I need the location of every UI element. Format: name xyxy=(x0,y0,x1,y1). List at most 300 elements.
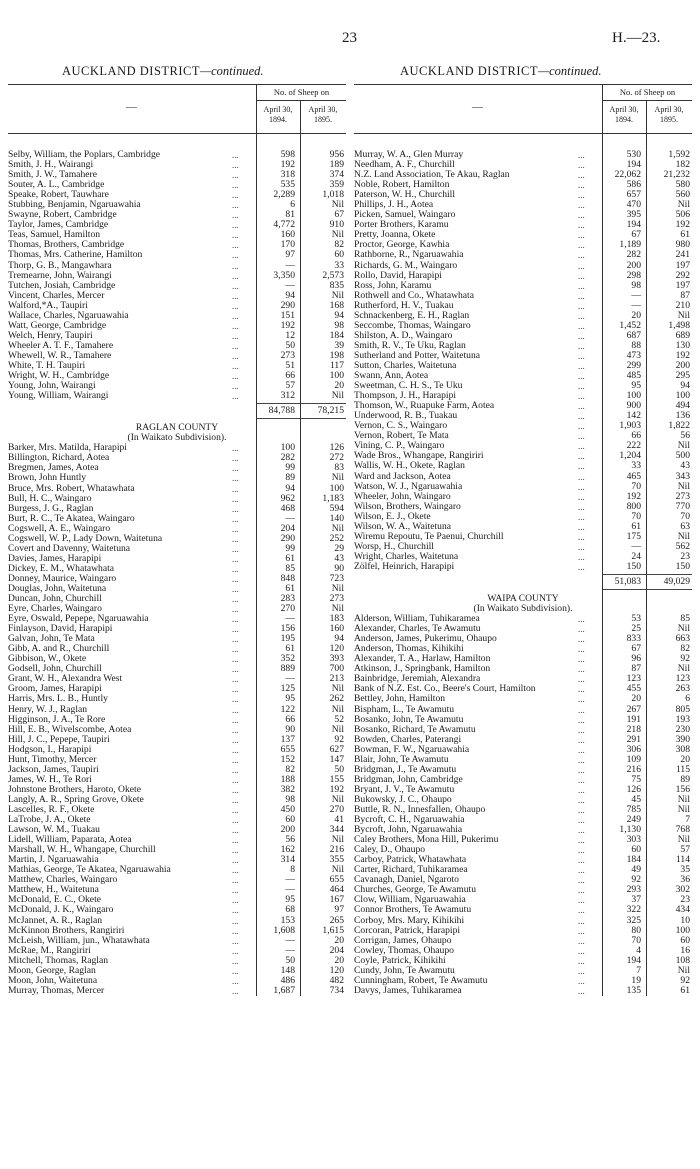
table-row xyxy=(8,725,346,735)
table-row xyxy=(8,240,346,250)
owner-name: Caley Brothers, Mona Hill, Pukerimu xyxy=(354,835,499,846)
table-row xyxy=(354,250,692,260)
owner-name: Carter, Richard, Tuhikaramea xyxy=(354,865,468,876)
leader-dots: ... xyxy=(578,401,585,412)
table-row xyxy=(354,421,692,431)
table-row xyxy=(8,684,346,694)
sheep-1894: 100 xyxy=(626,390,641,402)
sheep-1895: 168 xyxy=(329,299,344,311)
leader-dots: ... xyxy=(232,915,239,926)
sheep-1894: 470 xyxy=(626,199,641,211)
total-1894: 84,788 xyxy=(268,405,295,417)
table-row xyxy=(354,170,692,180)
table-row xyxy=(354,845,692,855)
owner-name: Bruce, Mrs. Robert, Whatawhata xyxy=(8,483,135,494)
total-row xyxy=(354,577,692,587)
owner-name: Corrigan, James, Ohaupo xyxy=(354,935,452,946)
sheep-1895: 100 xyxy=(675,924,690,936)
owner-name: White, T. H. Taupiri xyxy=(8,360,86,371)
owner-name: Cowley, Thomas, Ohaupo xyxy=(354,945,454,956)
owner-name: Thomson, W., Ruapuke Farm, Aotea xyxy=(354,401,495,412)
sheep-1894: 1,189 xyxy=(619,239,641,251)
sheep-1894: 152 xyxy=(280,753,295,765)
table-row xyxy=(8,644,346,654)
table-row xyxy=(354,885,692,895)
owner-name: Matthew, H., Waitetuna xyxy=(8,885,99,896)
table-row xyxy=(8,321,346,331)
table-row xyxy=(8,494,346,504)
owner-name: Tutchen, Josiah, Cambridge xyxy=(8,280,116,291)
owner-name: Wright, W. H., Cambridge xyxy=(8,371,110,382)
leader-dots: ... xyxy=(232,150,239,160)
table-row xyxy=(8,875,346,885)
sheep-1894: 98 xyxy=(285,793,295,805)
sheep-1894: 56 xyxy=(285,834,295,846)
owner-name: Bispham, L., Te Awamutu xyxy=(354,704,455,715)
owner-name: Cundy, John, Te Awamutu xyxy=(354,965,455,976)
leader-dots: ... xyxy=(578,220,585,231)
sheep-1894: 22,062 xyxy=(614,169,641,181)
leader-dots: ... xyxy=(578,895,585,906)
sheep-1895: 204 xyxy=(329,944,344,956)
sheep-1895: 61 xyxy=(680,984,690,996)
sheep-1895: 390 xyxy=(675,733,690,745)
sheep-1894: 68 xyxy=(285,904,295,916)
sheep-1895: 115 xyxy=(675,763,690,775)
sheep-1894: 97 xyxy=(285,249,295,261)
table-row xyxy=(354,875,692,885)
header-rule xyxy=(602,100,692,101)
owner-name: Carboy, Patrick, Whatawhata xyxy=(354,855,467,866)
table-row xyxy=(354,522,692,532)
sheep-1894: 318 xyxy=(280,169,295,181)
sheep-1895: 344 xyxy=(329,824,344,836)
sheep-1894: 170 xyxy=(280,239,295,251)
owner-name: Porter Brothers, Karamu xyxy=(354,220,449,231)
owner-name: Zölfel, Heinrich, Harapipi xyxy=(354,561,455,572)
sheep-1895: 770 xyxy=(675,500,690,512)
owner-name: Lascelles, R. F., Okete xyxy=(8,805,95,815)
sheep-1895: 393 xyxy=(329,653,344,665)
owner-name: Blair, John, Te Awamutu xyxy=(354,754,449,765)
sheep-1894: 291 xyxy=(626,733,641,745)
leader-dots: ... xyxy=(232,563,239,574)
sheep-1894: 50 xyxy=(285,954,295,966)
table-row xyxy=(8,735,346,745)
owner-name: Hunt, Timothy, Mercer xyxy=(8,754,97,765)
leader-dots: ... xyxy=(232,965,239,976)
table-row xyxy=(354,562,692,572)
leader-dots: ... xyxy=(578,815,585,826)
table-row xyxy=(8,261,346,271)
sheep-1894: 486 xyxy=(280,974,295,986)
owner-name: Stubbing, Benjamin, Ngaruawahia xyxy=(8,200,141,211)
leader-dots: ... xyxy=(578,260,585,271)
owner-name: Bycroft, C. H., Ngaruawahia xyxy=(354,815,465,826)
leader-dots: ... xyxy=(578,531,585,542)
owner-name: Selby, William, the Poplars, Cambridge xyxy=(8,150,161,160)
sheep-1894: 51 xyxy=(285,359,295,371)
owner-name: Smith, J. H., Wairangi xyxy=(8,160,94,171)
sheep-1895: 700 xyxy=(329,663,344,675)
leader-dots: ... xyxy=(578,411,585,422)
owner-name: Bowden, Charles, Paterangi xyxy=(354,734,462,745)
sheep-1894: 96 xyxy=(631,653,641,665)
table-row xyxy=(354,230,692,240)
district-title-text: AUCKLAND DISTRICT xyxy=(400,64,539,78)
sheep-1894: 70 xyxy=(631,480,641,492)
sheep-1895: 98 xyxy=(334,319,344,331)
document-reference: H.—23. xyxy=(612,30,661,46)
owner-name: Bainbridge, Jeremiah, Alexandra xyxy=(354,674,481,685)
table-row xyxy=(8,956,346,966)
owner-name: Rothwell and Co., Whatawhata xyxy=(354,290,474,301)
owner-name: Dickey, E. M., Whatawhata xyxy=(8,563,115,574)
owner-name: Ross, John, Karamu xyxy=(354,280,432,291)
sheep-1894: — xyxy=(285,874,295,886)
leader-dots: ... xyxy=(578,551,585,562)
table-row xyxy=(354,461,692,471)
sheep-1895: 562 xyxy=(675,540,690,552)
sheep-1894: 4 xyxy=(636,944,641,956)
leader-dots: ... xyxy=(232,453,239,464)
leader-dots: ... xyxy=(578,664,585,675)
leader-dots: ... xyxy=(232,533,239,544)
leader-dots: ... xyxy=(578,754,585,765)
sheep-1895: 57 xyxy=(680,844,690,856)
sheep-1895: 192 xyxy=(675,219,690,231)
sheep-1895: Nil xyxy=(677,309,690,321)
sheep-1894: 303 xyxy=(626,834,641,846)
table-row xyxy=(354,765,692,775)
leader-dots: ... xyxy=(232,895,239,906)
sheep-1895: 262 xyxy=(329,693,344,705)
owner-name: Paterson, W. H., Churchill xyxy=(354,190,455,201)
sheep-1894: 2,289 xyxy=(273,189,295,201)
sheep-1894: 833 xyxy=(626,633,641,645)
owner-name: Wiremu Repoutu, Te Paenui, Churchill xyxy=(354,531,504,542)
table-row xyxy=(8,916,346,926)
sheep-1895: 482 xyxy=(329,974,344,986)
sheep-1894: 66 xyxy=(631,430,641,442)
owner-name: Billington, Richard, Aotea xyxy=(8,453,110,464)
sheep-1895: 2,573 xyxy=(322,269,344,281)
leader-dots: ... xyxy=(578,501,585,512)
sheep-1895: 216 xyxy=(329,844,344,856)
header-dash: — xyxy=(126,101,137,113)
leader-dots: ... xyxy=(232,945,239,956)
leader-dots: ... xyxy=(232,513,239,524)
sheep-1894: 382 xyxy=(280,783,295,795)
table-row xyxy=(354,351,692,361)
leader-dots: ... xyxy=(578,654,585,665)
leader-dots: ... xyxy=(578,744,585,755)
sheep-1895: 20 xyxy=(334,934,344,946)
leader-dots: ... xyxy=(578,794,585,805)
sheep-1895: 6 xyxy=(685,693,690,705)
leader-dots: ... xyxy=(232,381,239,392)
sheep-1895: 197 xyxy=(675,259,690,271)
sheep-1895: 140 xyxy=(329,512,344,524)
sheep-1895: 374 xyxy=(329,169,344,181)
leader-dots: ... xyxy=(578,865,585,876)
owner-name: Shilston, A. D., Waingaro xyxy=(354,330,453,341)
owner-name: Godsell, John, Churchill xyxy=(8,664,102,675)
sheep-1894: 135 xyxy=(626,984,641,996)
leader-dots: ... xyxy=(578,431,585,442)
leader-dots: ... xyxy=(578,905,585,916)
sheep-1894: 12 xyxy=(285,329,295,341)
sheep-1894: 249 xyxy=(626,814,641,826)
table-row xyxy=(8,694,346,704)
owner-name: Underwood, R. B., Tuakau xyxy=(354,411,458,422)
sheep-1895: 506 xyxy=(675,209,690,221)
sheep-1895: 156 xyxy=(675,783,690,795)
table-row xyxy=(8,976,346,986)
sheep-1895: 120 xyxy=(329,964,344,976)
leader-dots: ... xyxy=(232,594,239,605)
table-row xyxy=(8,361,346,371)
sheep-1895: 20 xyxy=(334,380,344,392)
county-title: WAIPA COUNTY xyxy=(487,594,559,605)
table-row xyxy=(8,281,346,291)
table-row xyxy=(8,230,346,240)
owner-name: Vining, C. P., Waingaro xyxy=(354,441,445,452)
table-row xyxy=(354,371,692,381)
owner-name: Pretty, Joanna, Okete xyxy=(354,230,436,241)
owner-name: Thomas, Mrs. Catherine, Hamilton xyxy=(8,250,143,261)
table-row xyxy=(354,482,692,492)
owner-name: Tremearne, John, Wairangi xyxy=(8,270,112,281)
owner-name: McDonald, J. K., Waingaro xyxy=(8,905,114,916)
owner-name: Hill, J. C., Pepepe, Taupiri xyxy=(8,734,110,745)
table-row xyxy=(8,381,346,391)
sheep-1894: 299 xyxy=(626,359,641,371)
table-row xyxy=(8,805,346,815)
right-column xyxy=(354,84,692,996)
leader-dots: ... xyxy=(232,240,239,251)
sheep-1894: 95 xyxy=(285,693,295,705)
table-row xyxy=(8,795,346,805)
sheep-1895: 192 xyxy=(329,783,344,795)
table-row xyxy=(8,351,346,361)
leader-dots: ... xyxy=(578,150,585,160)
sheep-1895: Nil xyxy=(677,793,690,805)
sheep-1894: 142 xyxy=(626,410,641,422)
owner-name: Wright, Charles, Waitetuna xyxy=(354,551,459,562)
sheep-1894: 45 xyxy=(631,793,641,805)
sheep-1894: 80 xyxy=(631,924,641,936)
owner-name: Atkinson, J., Springbank, Hamilton xyxy=(354,664,491,675)
leader-dots: ... xyxy=(232,784,239,795)
total-1895: 49,029 xyxy=(663,575,690,587)
owner-name: Alexander, T. A., Harlaw, Hamilton xyxy=(354,654,491,665)
table-row xyxy=(8,250,346,260)
table-row xyxy=(354,986,692,996)
leader-dots: ... xyxy=(232,664,239,675)
sheep-1895: 147 xyxy=(329,753,344,765)
leader-dots: ... xyxy=(578,300,585,311)
table-row xyxy=(354,705,692,715)
owner-name: Noble, Robert, Hamilton xyxy=(354,180,450,191)
sheep-1894: 37 xyxy=(631,894,641,906)
sheep-1894: 50 xyxy=(285,339,295,351)
table-row xyxy=(354,795,692,805)
sheep-1895: Nil xyxy=(677,663,690,675)
table-row xyxy=(8,785,346,795)
table-row xyxy=(354,725,692,735)
leader-dots: ... xyxy=(578,170,585,181)
sheep-1894: 81 xyxy=(285,209,295,221)
owner-name: Duncan, John, Churchill xyxy=(8,594,102,605)
sheep-1895: Nil xyxy=(331,603,344,615)
table-row xyxy=(8,755,346,765)
leader-dots: ... xyxy=(232,724,239,735)
sheep-1895: 92 xyxy=(334,733,344,745)
owner-name: Thorp, G. B., Mangawhara xyxy=(8,260,112,271)
sheep-1894: 150 xyxy=(626,560,641,572)
leader-dots: ... xyxy=(232,925,239,936)
leader-dots: ... xyxy=(232,350,239,361)
leader-dots: ... xyxy=(232,280,239,291)
table-row xyxy=(8,331,346,341)
table-row xyxy=(354,684,692,694)
table-row xyxy=(354,240,692,250)
table-row xyxy=(354,492,692,502)
owner-name: Mathias, George, Te Akatea, Ngaruawahia xyxy=(8,865,171,876)
sheep-1894: 485 xyxy=(626,370,641,382)
table-row xyxy=(8,554,346,564)
page-header xyxy=(0,30,700,50)
sheep-1895: Nil xyxy=(331,793,344,805)
table-row xyxy=(8,825,346,835)
sheep-1895: 41 xyxy=(334,814,344,826)
leader-dots: ... xyxy=(232,220,239,231)
sheep-1894: 352 xyxy=(280,653,295,665)
table-row xyxy=(354,775,692,785)
leader-dots: ... xyxy=(232,160,239,171)
table-row xyxy=(354,926,692,936)
sheep-1894: 1,204 xyxy=(619,450,641,462)
sheep-1895: 70 xyxy=(680,510,690,522)
leader-dots: ... xyxy=(232,330,239,341)
leader-dots: ... xyxy=(232,170,239,181)
table-row xyxy=(8,484,346,494)
page-number: 23 xyxy=(342,30,357,46)
sheep-1895: 29 xyxy=(334,542,344,554)
table-row xyxy=(8,443,346,453)
leader-dots: ... xyxy=(232,523,239,534)
sheep-1894: 4,772 xyxy=(273,219,295,231)
leader-dots: ... xyxy=(232,855,239,866)
header-date-1895: April 30, 1895. xyxy=(308,105,338,124)
table-row xyxy=(8,391,346,401)
leader-dots: ... xyxy=(232,875,239,886)
sheep-1894: 156 xyxy=(280,623,295,635)
table-row xyxy=(8,775,346,785)
leader-dots: ... xyxy=(232,250,239,261)
table-body xyxy=(354,134,692,996)
sheep-1894: 273 xyxy=(280,349,295,361)
table-row xyxy=(354,532,692,542)
sheep-1895: 97 xyxy=(334,904,344,916)
owner-name: Wilson, Brothers, Waingaro xyxy=(354,501,461,512)
sheep-1895: 1,822 xyxy=(668,420,690,432)
total-1894: 51,083 xyxy=(614,575,641,587)
leader-dots: ... xyxy=(578,915,585,926)
leader-dots: ... xyxy=(232,754,239,765)
table-row xyxy=(354,381,692,391)
column-rule xyxy=(256,132,257,996)
owner-name: Picken, Samuel, Waingaro xyxy=(354,210,456,221)
table-row xyxy=(354,644,692,654)
sheep-1894: 1,687 xyxy=(273,984,295,996)
sheep-1894: — xyxy=(285,944,295,956)
sheep-1894: 61 xyxy=(285,552,295,564)
sheep-1894: 122 xyxy=(280,703,295,715)
sheep-1895: 197 xyxy=(675,279,690,291)
owner-name: Alderson, William, Tuhikaramea xyxy=(354,614,480,625)
sheep-1894: 67 xyxy=(631,229,641,241)
sheep-1894: 95 xyxy=(631,380,641,392)
header-rule xyxy=(256,100,346,101)
table-row xyxy=(8,371,346,381)
leader-dots: ... xyxy=(232,955,239,966)
sheep-1894: 123 xyxy=(626,673,641,685)
owner-name: Buttle, R. N., Innesfallen, Ohaupo xyxy=(354,805,486,815)
sheep-1894: 194 xyxy=(626,219,641,231)
sheep-1894: 7 xyxy=(636,964,641,976)
owner-name: Murray, W. A., Glen Murray xyxy=(354,150,464,160)
sheep-1894: 282 xyxy=(626,249,641,261)
leader-dots: ... xyxy=(578,270,585,281)
sheep-1895: Nil xyxy=(677,199,690,211)
owner-name: Bowman, F. W., Ngaruawahia xyxy=(354,744,470,755)
sheep-1895: 1,018 xyxy=(322,189,344,201)
leader-dots: ... xyxy=(578,674,585,685)
sheep-1895: 23 xyxy=(680,894,690,906)
sheep-1894: 99 xyxy=(285,542,295,554)
leader-dots: ... xyxy=(232,503,239,514)
sheep-1895: 273 xyxy=(675,490,690,502)
owner-name: Eyre, Charles, Waingaro xyxy=(8,604,102,615)
sheep-1895: 94 xyxy=(680,380,690,392)
table-body xyxy=(8,134,346,996)
leader-dots: ... xyxy=(232,694,239,705)
sheep-1895: 308 xyxy=(675,743,690,755)
sheep-1894: 8 xyxy=(290,864,295,876)
total-rule xyxy=(602,574,692,575)
sheep-1894: 53 xyxy=(631,613,641,625)
sheep-1895: 359 xyxy=(329,179,344,191)
leader-dots: ... xyxy=(232,764,239,775)
leader-dots: ... xyxy=(232,260,239,271)
sheep-1895: 90 xyxy=(334,562,344,574)
leader-dots: ... xyxy=(578,180,585,191)
sheep-1894: — xyxy=(631,289,641,301)
table-row xyxy=(354,735,692,745)
sheep-1895: 87 xyxy=(680,289,690,301)
leader-dots: ... xyxy=(232,360,239,371)
table-row xyxy=(8,966,346,976)
owner-name: Burt, R. C., Te Akatea, Waingaro xyxy=(8,513,135,524)
sheep-1894: 109 xyxy=(626,753,641,765)
leader-dots: ... xyxy=(578,210,585,221)
owner-name: Gibb, A. and R., Churchill xyxy=(8,644,110,655)
county-subtitle: (In Waikato Subdivision). xyxy=(473,604,573,615)
sheep-1895: Nil xyxy=(331,229,344,241)
sheep-1894: 314 xyxy=(280,854,295,866)
